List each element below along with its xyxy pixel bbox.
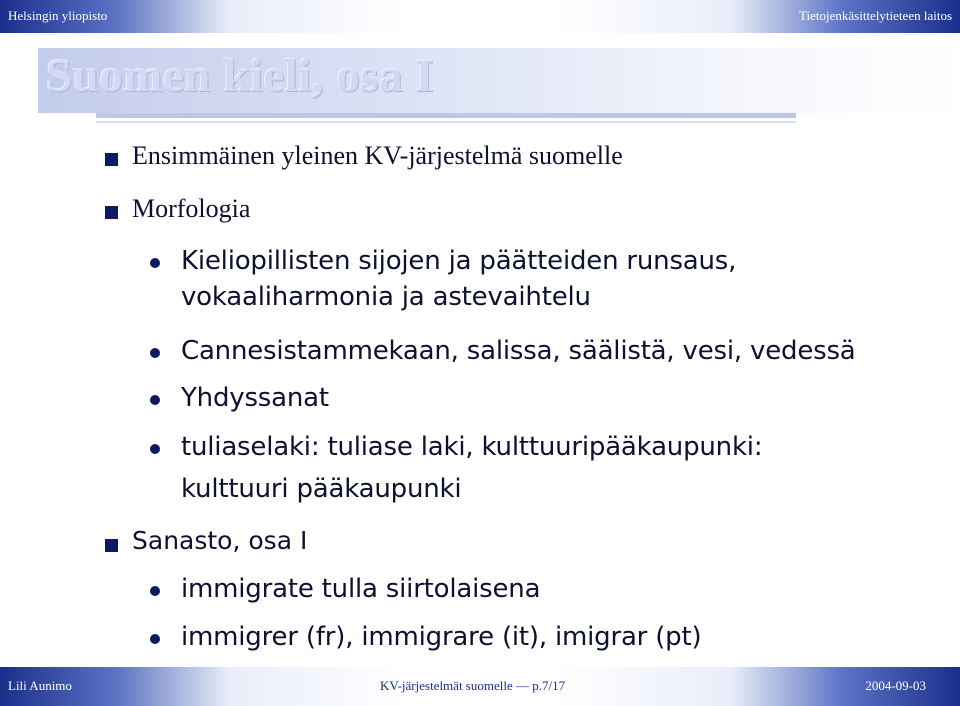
round-bullet-icon	[150, 634, 160, 644]
title-rule-thin	[96, 121, 796, 123]
sub-bullet-text: Kieliopillisten sijojen ja päätteiden runsaus,	[181, 246, 737, 276]
footer-bar	[0, 667, 960, 706]
sub-bullet-text-continued: vokaaliharmonia ja astevaihtelu	[181, 282, 591, 312]
footer-title-page: KV-järjestelmät suomelle — p.7/17	[380, 678, 566, 693]
square-bullet-icon	[105, 153, 118, 166]
sub-bullet-text-continued: kulttuuri pääkaupunki	[181, 474, 462, 504]
round-bullet-icon	[150, 395, 160, 405]
sub-bullet-text: immigrate tulla siirtolaisena	[181, 574, 541, 604]
round-bullet-icon	[150, 444, 160, 454]
footer-date: 2004-09-03	[865, 678, 926, 693]
bullet-item: Sanasto, osa I	[132, 526, 308, 555]
bullet-item: Morfologia	[132, 194, 251, 223]
title-rule	[96, 113, 796, 118]
square-bullet-icon	[105, 539, 118, 552]
header-department: Tietojenkäsittelytieteen laitos	[799, 8, 952, 23]
round-bullet-icon	[150, 348, 160, 358]
bullet-item: Ensimmäinen yleinen KV-järjestelmä suomelle	[132, 141, 623, 170]
sub-bullet-text: Cannesistammekaan, salissa, säälistä, vesi, vedessä	[181, 336, 856, 366]
round-bullet-icon	[150, 258, 160, 268]
footer-author: Lili Aunimo	[8, 678, 72, 693]
square-bullet-icon	[105, 206, 118, 219]
sub-bullet-text: tuliaselaki: tuliase laki, kulttuuripääkaupunki:	[181, 432, 763, 462]
slide-title: Suomen kieli, osa I	[46, 50, 435, 102]
header-bar	[0, 0, 960, 33]
sub-bullet-text: immigrer (fr), immigrare (it), imigrar (pt)	[181, 622, 702, 652]
sub-bullet-text: Yhdyssanat	[181, 383, 329, 413]
round-bullet-icon	[150, 586, 160, 596]
header-university: Helsingin yliopisto	[8, 8, 108, 23]
